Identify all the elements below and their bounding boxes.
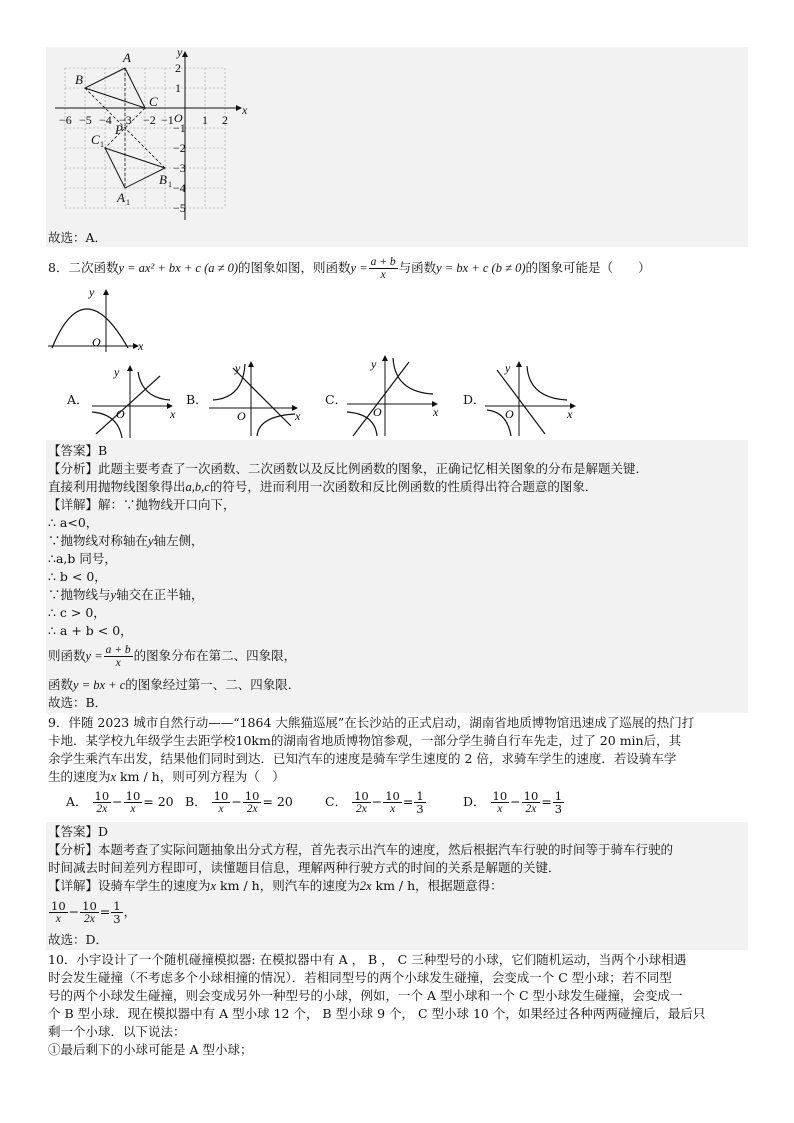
q10-stem-line: 时会发生碰撞（不考虑多个小球相撞的情况）．若相同型号的两个小球发生碰撞，会变成一个 C 型小球；若不同型 (48, 970, 672, 985)
q9-option-a: A． $\frac{10}{2x}$ − $\frac{10}{x}$ = 20 (66, 789, 174, 815)
option-a-label: A． (67, 392, 89, 407)
y-axis-label: y (89, 285, 95, 299)
q10-stem-line: 个 B 型小球．现在模拟器中有 A 型小球 12 个， B 型小球 9 个， C 型小球 10 个，如果经过各种两两碰撞后，最后只 (48, 1006, 706, 1021)
q8-answer: 【答案】B (48, 443, 108, 458)
q8-detail-line: ∴a,b 同号， (48, 551, 117, 566)
q8-parabola-graph (46, 284, 146, 354)
q8-detail-line: ∴ a + b < 0， (48, 623, 133, 638)
q9-option-b: B． $\frac{10}{x}$ − $\frac{10}{2x}$ = 20 (185, 789, 293, 815)
q9-analysis-line: 时间减去时间差列方程即可，读懂题目信息，理解两种行驶方式的时间的关系是解题的关键． (48, 860, 561, 875)
option-b-graph (205, 358, 305, 438)
point-label-c1: C (91, 132, 100, 147)
point-label-c: C (149, 94, 158, 109)
q9-answer: 【答案】D (48, 824, 109, 839)
origin-label: O (237, 409, 246, 423)
origin-label: O (116, 407, 125, 421)
origin-label: O (92, 335, 101, 349)
x-tick: −6 (59, 113, 72, 127)
option-c-label: C． (325, 392, 348, 407)
point-label-c1-sub: 1 (100, 140, 104, 149)
origin-label: O (373, 405, 382, 419)
option-a-graph (88, 362, 183, 440)
q10-stem-line: 号的两个小球发生碰撞，则会变成另外一种型号的小球，例如，一个 A 型小球和一个 C 型小球发生碰撞，会变成一 (48, 988, 683, 1003)
x-axis-label: x (170, 407, 176, 421)
x-axis-label: x (433, 405, 439, 419)
q10-stem-line: 剩一个小球．以下说法： (48, 1024, 186, 1039)
q8-stem: 8．二次函数y = ax² + bx + c (a ≠ 0)的图象如图，则函数y = $\frac{a + b}{x}$ 与函数y = bx + c (b ≠ 0)的图象可能是（ ） (48, 256, 651, 281)
q9-equation: $\frac{10}{x}$ − $\frac{10}{2x}$ = $\frac{1}{3}$ ， (51, 899, 137, 926)
x-tick: −5 (79, 113, 92, 127)
x-tick: 1 (202, 113, 208, 127)
origin-label: O (174, 111, 183, 125)
q9-stem-line: 卡地．某学校九年级学生去距学校10km的湖南省地质博物馆参观，一部分学生骑自行车先走，过了 20 min后，其 (48, 733, 682, 748)
y-axis-label: y (505, 361, 511, 375)
y-tick: 1 (175, 81, 181, 95)
y-tick: −5 (173, 201, 186, 215)
q8-detail-line: ∵抛物线与y轴交在正半轴， (48, 587, 204, 602)
q7-coordinate-graph (55, 44, 255, 224)
q8-conclusion: 故选：B． (48, 695, 108, 710)
q8-analysis-line: 直接利用抛物线图象得出a,b,c的符号，进而利用一次函数和反比例函数的性质得出符合题意的图象． (48, 479, 598, 494)
point-label-b1-sub: 1 (168, 180, 172, 189)
x-axis-label: x (567, 407, 573, 421)
origin-label: O (505, 407, 514, 421)
option-b-label: B． (186, 392, 208, 407)
q8-detail-line: 【详解】解：∵抛物线开口向下， (48, 497, 236, 512)
q8-detail-line: ∴ a<0， (48, 515, 99, 530)
q7-conclusion: 故选：A． (48, 230, 108, 245)
q8-analysis-line: 【分析】此题主要考查了一次函数、二次函数以及反比例函数的图象，正确记忆相关图象的分布是解题关键． (48, 461, 649, 476)
point-label-a1: A (117, 190, 125, 205)
x-axis-label: x (138, 339, 144, 353)
q8-detail-line: ∴ b < 0， (48, 569, 107, 584)
y-tick: 2 (175, 61, 181, 75)
q8-detail-line: ∵抛物线对称轴在y轴左侧， (48, 533, 204, 548)
x-tick: 2 (222, 113, 228, 127)
y-tick: −1 (173, 121, 186, 135)
q10-statement-1: ①最后剩下的小球可能是 A 型小球； (48, 1042, 253, 1057)
y-axis-label: y (114, 365, 120, 379)
x-axis-label: x (295, 409, 301, 423)
option-c-graph (345, 352, 441, 438)
q9-stem-line: 9．伴随 2023 城市自然行动——“1864 大熊猫巡展”在长沙站的正式启动，湖南省地质博物馆迅速成了巡展的热门打 (48, 715, 695, 730)
y-axis-label: y (177, 45, 183, 59)
q9-conclusion: 故选：D． (48, 932, 109, 947)
point-label-b1: B (159, 172, 167, 187)
y-tick: −2 (173, 141, 186, 155)
x-tick: −1 (161, 113, 174, 127)
q8-detail-line: 则函数y = $\frac{a + b}{x}$ 的图象分布在第二、四象限， (48, 644, 297, 669)
point-label-p: P (115, 122, 123, 137)
q8-detail-line: 函数y = bx + c的图象经过第一、二、四象限． (48, 677, 301, 692)
option-d-graph (483, 358, 583, 438)
q9-analysis-line: 【分析】本题考查了实际问题抽象出分式方程，首先表示出汽车的速度，然后根据汽车行驶的时间等于骑车行驶的 (48, 842, 674, 857)
x-tick: −2 (143, 113, 156, 127)
q9-option-d: D． $\frac{10}{x}$ − $\frac{10}{2x}$ = $\frac{1}{3}$ (463, 789, 563, 816)
q9-stem-line: 余学生乘汽车出发，结果他们同时到达．已知汽车的速度是骑车学生速度的 2 倍，求骑车学生的速度．若设骑车学 (48, 751, 677, 766)
x-tick: −3 (119, 113, 132, 127)
y-axis-label: y (235, 361, 241, 375)
q9-option-c: C． $\frac{10}{2x}$ − $\frac{10}{x}$ = $\frac{1}{3}$ (325, 789, 424, 816)
option-d-label: D． (463, 392, 486, 407)
q10-stem-line: 10．小宇设计了一个随机碰撞模拟器: 在模拟器中有 A ， B ， C 三种型号的小球，它们随机运动，当两个小球相遇 (48, 952, 687, 967)
x-axis-label: x (242, 103, 248, 117)
point-label-a: A (123, 50, 131, 65)
q8-detail-line: ∴ c > 0， (48, 605, 106, 620)
point-label-a1-sub: 1 (126, 198, 130, 207)
x-tick: −4 (99, 113, 112, 127)
q9-stem-line: 生的速度为x km / h，则可列方程为（ ） (48, 769, 285, 784)
y-tick: −3 (173, 161, 186, 175)
point-label-b: B (75, 72, 83, 87)
q9-detail-line: 【详解】设骑车学生的速度为x km / h，则汽车的速度为2x km / h，根据题意得： (48, 878, 503, 893)
y-axis-label: y (371, 357, 377, 371)
y-tick: −4 (173, 181, 186, 195)
